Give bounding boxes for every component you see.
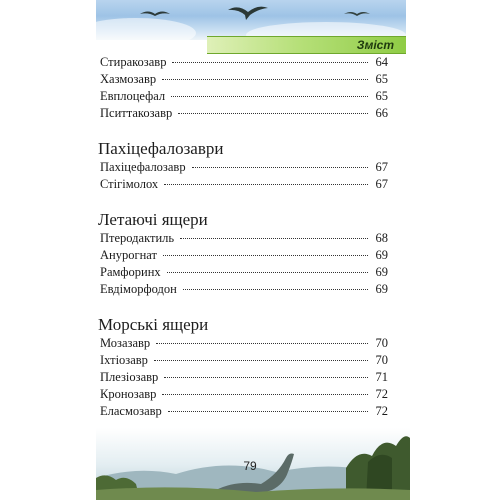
section-title[interactable]: Летаючі ящери xyxy=(98,210,208,229)
toc-entry[interactable] xyxy=(98,176,388,193)
entry-name: Анурогнат xyxy=(100,248,157,262)
entry-page: 67 xyxy=(375,160,388,174)
toc-group xyxy=(98,139,388,193)
toc-entry[interactable] xyxy=(98,54,388,71)
toc-group xyxy=(98,210,388,298)
dot-leader xyxy=(172,62,368,63)
entry-name: Пахіцефалозавр xyxy=(100,160,186,174)
dot-leader xyxy=(180,238,368,239)
entry-name: Пситтакозавр xyxy=(100,106,173,120)
sky-illustration xyxy=(96,0,406,40)
entry-name: Птеродактиль xyxy=(100,231,175,245)
entry-name: Стиракозавр xyxy=(100,55,167,69)
entry-page: 67 xyxy=(375,177,388,191)
dot-leader xyxy=(164,377,368,378)
toc-entry[interactable] xyxy=(98,264,388,281)
entry-name: Мозазавр xyxy=(100,336,151,350)
entry-name: Хазмозавр xyxy=(100,72,157,86)
entry-name: Плезіозавр xyxy=(100,370,159,384)
entry-name: Евдіморфодон xyxy=(100,282,177,296)
entry-page: 64 xyxy=(375,55,388,69)
dot-leader xyxy=(171,96,368,97)
entry-name: Евплоцефал xyxy=(100,89,166,103)
toc-entry[interactable] xyxy=(98,386,388,403)
entry-page: 66 xyxy=(375,106,388,120)
toc-entry[interactable] xyxy=(98,159,388,176)
entry-page: 70 xyxy=(375,353,388,367)
toc-entry[interactable] xyxy=(98,403,388,420)
entry-page: 65 xyxy=(375,89,388,103)
toc-entry[interactable] xyxy=(98,369,388,386)
entry-page: 72 xyxy=(375,404,388,418)
pterosaur-icon xyxy=(140,8,170,20)
entry-page: 72 xyxy=(375,387,388,401)
toc-group xyxy=(98,54,388,122)
entry-name: Кронозавр xyxy=(100,387,157,401)
pterosaur-icon xyxy=(228,2,268,22)
toc-entry[interactable] xyxy=(98,230,388,247)
toc-entry[interactable] xyxy=(98,335,388,352)
entry-name: Рамфоринх xyxy=(100,265,161,279)
section-title[interactable]: Морські ящери xyxy=(98,315,209,334)
dot-leader xyxy=(168,411,368,412)
entry-page: 71 xyxy=(375,370,388,384)
dot-leader xyxy=(178,113,368,114)
dot-leader xyxy=(192,167,368,168)
dot-leader xyxy=(156,343,368,344)
entry-name: Стігімолох xyxy=(100,177,159,191)
entry-page: 69 xyxy=(375,265,388,279)
entry-name: Іхтіозавр xyxy=(100,353,148,367)
page-number: 79 xyxy=(243,459,257,473)
dot-leader xyxy=(162,79,368,80)
toc-entry[interactable] xyxy=(98,105,388,122)
entry-page: 65 xyxy=(375,72,388,86)
table-of-contents xyxy=(98,52,388,458)
section-title[interactable]: Пахіцефалозаври xyxy=(98,139,224,158)
entry-name: Еласмозавр xyxy=(100,404,162,418)
toc-entry[interactable] xyxy=(98,247,388,264)
dot-leader xyxy=(154,360,368,361)
toc-entry[interactable] xyxy=(98,352,388,369)
header-title: Зміст xyxy=(356,38,394,52)
pterosaur-icon xyxy=(344,9,370,19)
dot-leader xyxy=(162,394,368,395)
entry-page: 69 xyxy=(375,282,388,296)
dot-leader xyxy=(183,289,368,290)
toc-group xyxy=(98,315,388,420)
entry-page: 69 xyxy=(375,248,388,262)
entry-page: 70 xyxy=(375,336,388,350)
toc-entry[interactable] xyxy=(98,281,388,298)
toc-entry[interactable] xyxy=(98,71,388,88)
dot-leader xyxy=(167,272,368,273)
toc-entry[interactable] xyxy=(98,88,388,105)
entry-page: 68 xyxy=(375,231,388,245)
dot-leader xyxy=(164,184,368,185)
dot-leader xyxy=(163,255,368,256)
